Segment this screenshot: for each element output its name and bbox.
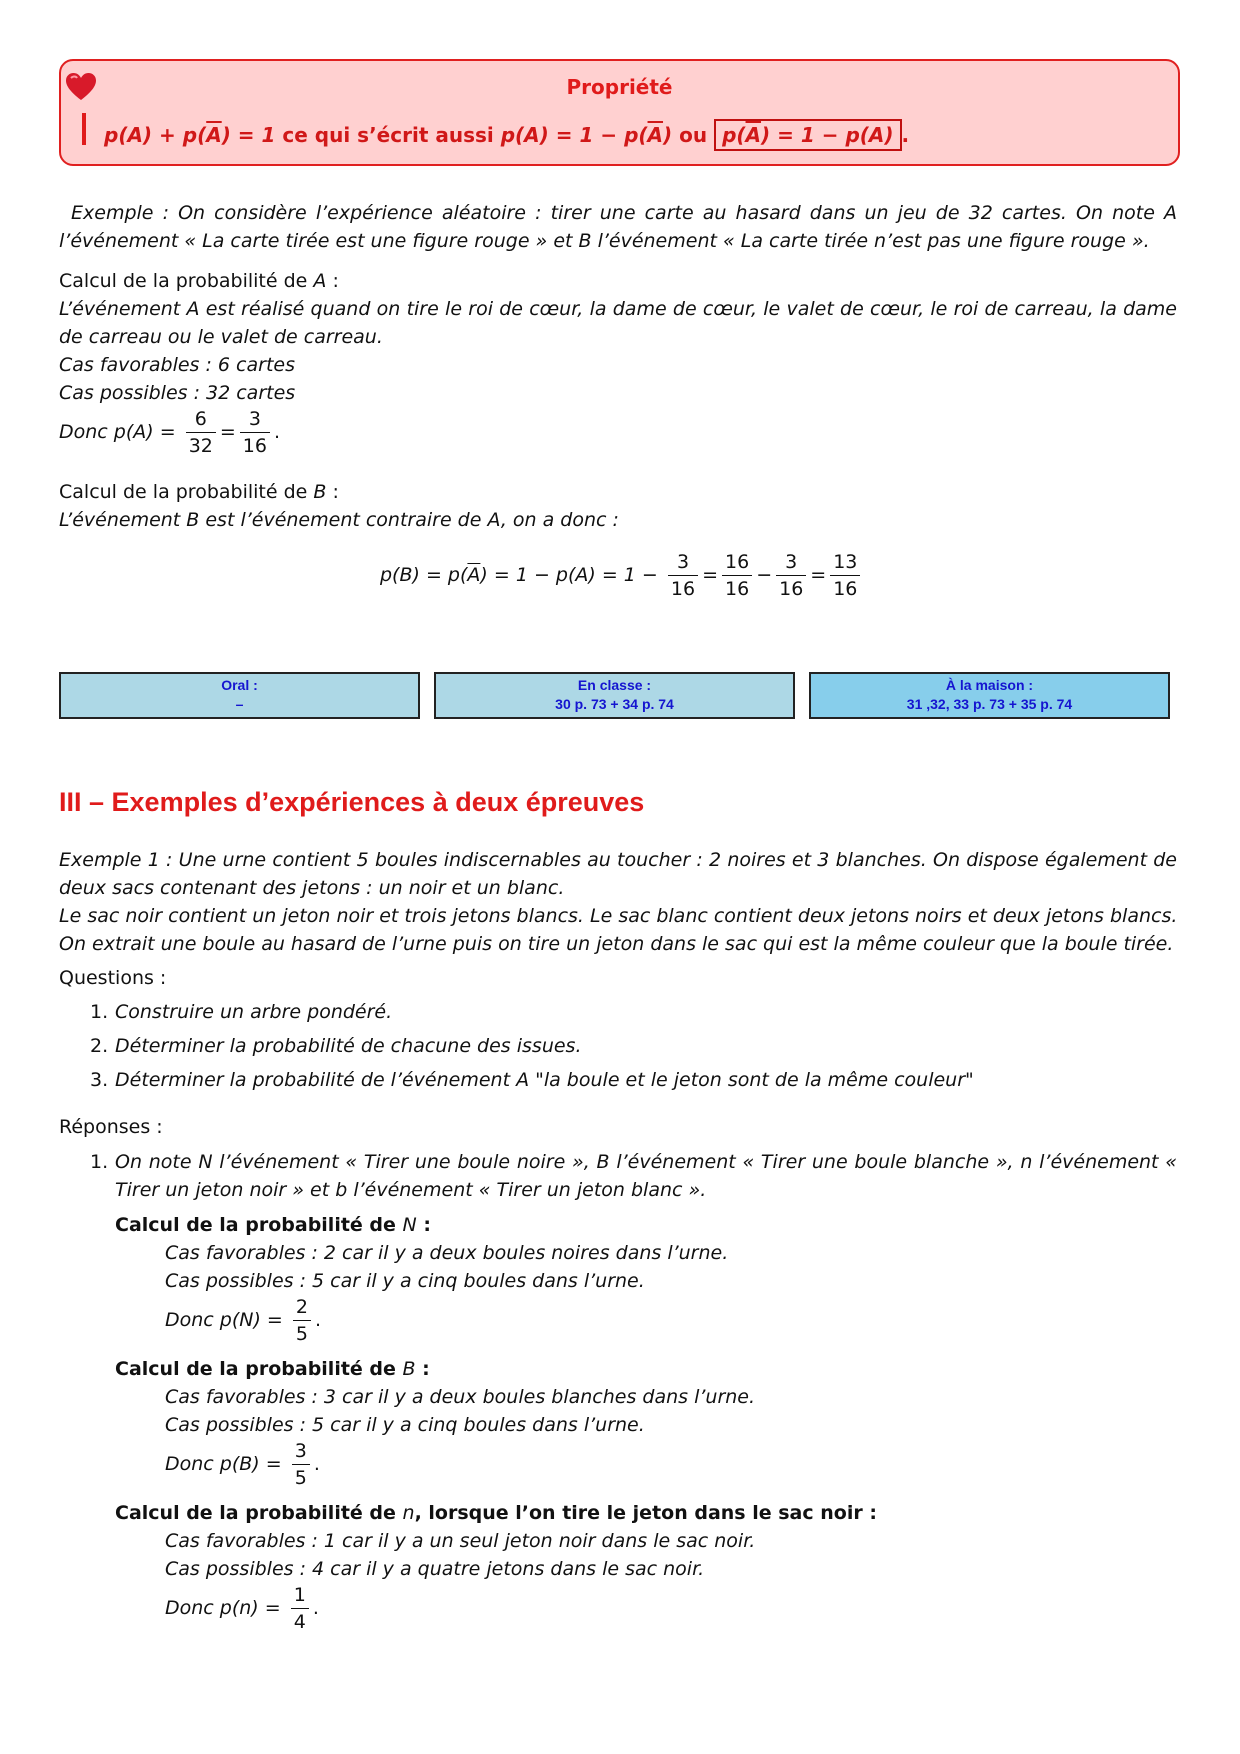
donc-pa: Donc p(A) = $\frac{6}{32}$ = $\frac{3}{16}$ .	[59, 408, 281, 457]
heart-icon	[65, 72, 97, 102]
equation-pb: $p(B) = p(\overline{A}) = 1 - p(A) = 1$ − $\frac{3}{16}$ = $\frac{16}{16}$ − $\frac{3}{16}$ = $\frac{13}{16}$	[380, 549, 864, 602]
numerator: 3	[292, 1438, 310, 1465]
denominator: 16	[779, 578, 804, 600]
fraction	[776, 549, 806, 602]
denominator: 4	[293, 1611, 306, 1633]
donc-label: Donc p(A) =	[59, 421, 176, 443]
donc-label: Donc p(N) =	[165, 1309, 283, 1331]
fraction	[722, 549, 752, 602]
calc-n-noir-fav: Cas favorables : 1 car il y a un seul jeton noir dans le sac noir.	[165, 1530, 756, 1552]
numerator: 3	[240, 406, 270, 433]
questions-label: Questions :	[59, 967, 167, 989]
formula-part: p(A) + p(	[104, 123, 207, 147]
exercise-box-classe	[434, 672, 795, 719]
fraction	[830, 549, 860, 602]
exercise-box-maison	[809, 672, 1170, 719]
fraction	[240, 406, 270, 459]
numerator: 1	[291, 1582, 309, 1609]
calc-n-fav: Cas favorables : 2 car il y a deux boules noires dans l’urne.	[165, 1242, 729, 1264]
property-bar	[82, 113, 86, 145]
calc-suffix: :	[415, 1358, 430, 1380]
reponses-label: Réponses :	[59, 1116, 163, 1138]
exercise-content: 31 ,32, 33 p. 73 + 35 p. 74	[906, 696, 1073, 712]
exemple1-intro: Exemple 1 : Une urne contient 5 boules indiscernables au toucher : 2 noires et 3 blanches. On dispose également de deux sacs contenant des jetons : un noir et un blanc.	[59, 849, 1177, 899]
exemple1-extrait: On extrait une boule au hasard de l’urne puis on tire un jeton dans le sac qui est la même couleur que la boule tirée.	[59, 933, 1174, 955]
question-text: Déterminer la probabilité de l’événement A "la boule et le jeton sont de la même couleur"	[115, 1069, 974, 1091]
numerator: 3	[668, 549, 698, 576]
calc-colon: :	[326, 481, 339, 503]
numerator: 13	[830, 549, 860, 576]
exercise-content: 30 p. 73 + 34 p. 74	[555, 696, 674, 712]
denominator: 32	[188, 435, 213, 457]
calc-suffix: , lorsque l’on tire le jeton dans le sac noir :	[414, 1502, 877, 1524]
denominator: 5	[295, 1323, 308, 1345]
question-number: 1.	[90, 1001, 109, 1023]
event-a-desc: L’événement A est réalisé quand on tire le roi de cœur, la dame de cœur, le valet de cœur, le roi de carreau, la dame de carreau ou le valet de carreau.	[59, 298, 1177, 348]
boxed-formula	[714, 119, 901, 151]
calc-b-title	[115, 1355, 430, 1383]
calc-var: B	[313, 481, 327, 503]
calc-n-noir-title	[115, 1499, 877, 1527]
formula-part: )	[663, 123, 673, 147]
event-b-desc: L’événement B est l’événement contraire de A, on a donc :	[59, 509, 619, 531]
formula-part: p(	[722, 123, 746, 147]
fraction	[291, 1582, 309, 1635]
exercise-title: En classe :	[577, 677, 652, 693]
property-title: Propriété	[566, 75, 673, 99]
denominator: 16	[833, 578, 858, 600]
denominator: 16	[670, 578, 696, 600]
formula-part: p(A) = 1 − p(	[500, 123, 648, 147]
formula-a-bar: $\overline{A}$	[206, 123, 222, 147]
question-text: Déterminer la probabilité de chacune des issues.	[115, 1035, 582, 1057]
numerator: 16	[722, 549, 752, 576]
cas-favorables: Cas favorables : 6 cartes	[59, 354, 295, 376]
calc-a-title	[59, 267, 339, 295]
calc-title-text: Calcul de la probabilité de	[115, 1502, 403, 1524]
calc-b-result: Donc p(B) = $\frac{3}{5}$ .	[165, 1440, 320, 1489]
calc-title-text: Calcul de la probabilité de	[59, 270, 314, 292]
donc-label: Donc p(B) =	[165, 1453, 282, 1475]
numerator: 6	[186, 406, 216, 433]
formula-text: ou	[672, 123, 715, 147]
exercise-title: Oral :	[221, 677, 258, 693]
question-text: Construire un arbre pondéré.	[115, 1001, 393, 1023]
numerator: 3	[776, 549, 806, 576]
calc-var: A	[313, 270, 327, 292]
section-title: III – Exemples d’expériences à deux épreuves	[59, 787, 645, 817]
denominator: 5	[294, 1467, 307, 1489]
property-formula	[104, 119, 909, 151]
calc-n-result: Donc p(N) = $\frac{2}{5}$ .	[165, 1296, 322, 1345]
calc-suffix: :	[416, 1214, 431, 1236]
calc-title-text: Calcul de la probabilité de	[59, 481, 314, 503]
fraction	[292, 1438, 310, 1491]
eq-a-bar: $\overline{A}$	[467, 564, 481, 586]
question-number: 2.	[90, 1035, 109, 1057]
cas-possibles: Cas possibles : 32 cartes	[59, 382, 296, 404]
calc-title-text: Calcul de la probabilité de	[115, 1214, 403, 1236]
eq-part: ) = 1 − p(A) = 1 −	[480, 564, 658, 586]
formula-text: .	[901, 123, 910, 147]
calc-colon: :	[326, 270, 339, 292]
calc-var: B	[402, 1358, 416, 1380]
calc-b-pos: Cas possibles : 5 car il y a cinq boules dans l’urne.	[165, 1414, 645, 1436]
formula-part: ) = 1	[221, 123, 276, 147]
question-number: 3.	[90, 1069, 109, 1091]
formula-a-bar: $\overline{A}$	[647, 123, 664, 147]
exercise-content: –	[235, 696, 244, 712]
calc-n-noir-result: Donc p(n) = $\frac{1}{4}$ .	[165, 1584, 319, 1633]
calc-var: N	[402, 1214, 417, 1236]
exercise-box-oral	[59, 672, 420, 719]
calc-n-title	[115, 1211, 431, 1239]
fraction	[186, 406, 216, 459]
formula-part: ) = 1 − p(A)	[761, 123, 894, 147]
eq-part: p(B) = p(	[380, 564, 468, 586]
exercise-title: À la maison :	[945, 677, 1034, 693]
calc-var: n	[402, 1502, 415, 1524]
calc-n-noir-pos: Cas possibles : 4 car il y a quatre jetons dans le sac noir.	[165, 1558, 705, 1580]
exemple1-sacs: Le sac noir contient un jeton noir et trois jetons blancs. Le sac blanc contient deux jetons noirs et deux jetons blancs.	[59, 905, 1178, 927]
reponse-number: 1.	[90, 1151, 109, 1173]
donc-label: Donc p(n) =	[165, 1597, 281, 1619]
formula-a-bar: $\overline{A}$	[745, 123, 762, 147]
fraction	[293, 1294, 311, 1347]
numerator: 2	[293, 1294, 311, 1321]
calc-title-text: Calcul de la probabilité de	[115, 1358, 403, 1380]
reponse-text: On note N l’événement « Tirer une boule noire », B l’événement « Tirer une boule blanche », n l’événement « Tirer un jeton noir » et b l’événement « Tirer un jeton blanc ».	[115, 1151, 1177, 1201]
calc-n-pos: Cas possibles : 5 car il y a cinq boules dans l’urne.	[165, 1270, 645, 1292]
property-box	[59, 59, 1180, 166]
calc-b-title	[59, 478, 339, 506]
calc-b-fav: Cas favorables : 3 car il y a deux boules blanches dans l’urne.	[165, 1386, 756, 1408]
denominator: 16	[725, 578, 750, 600]
example-intro: Exemple : On considère l’expérience aléatoire : tirer une carte au hasard dans un jeu de 32 cartes. On note A l’événement « La carte tirée est une figure rouge » et B l’événement « La carte tirée n’est pas une figure rouge ».	[59, 202, 1177, 252]
fraction	[668, 549, 698, 602]
formula-text: ce qui s’écrit aussi	[275, 123, 501, 147]
denominator: 16	[242, 435, 267, 457]
